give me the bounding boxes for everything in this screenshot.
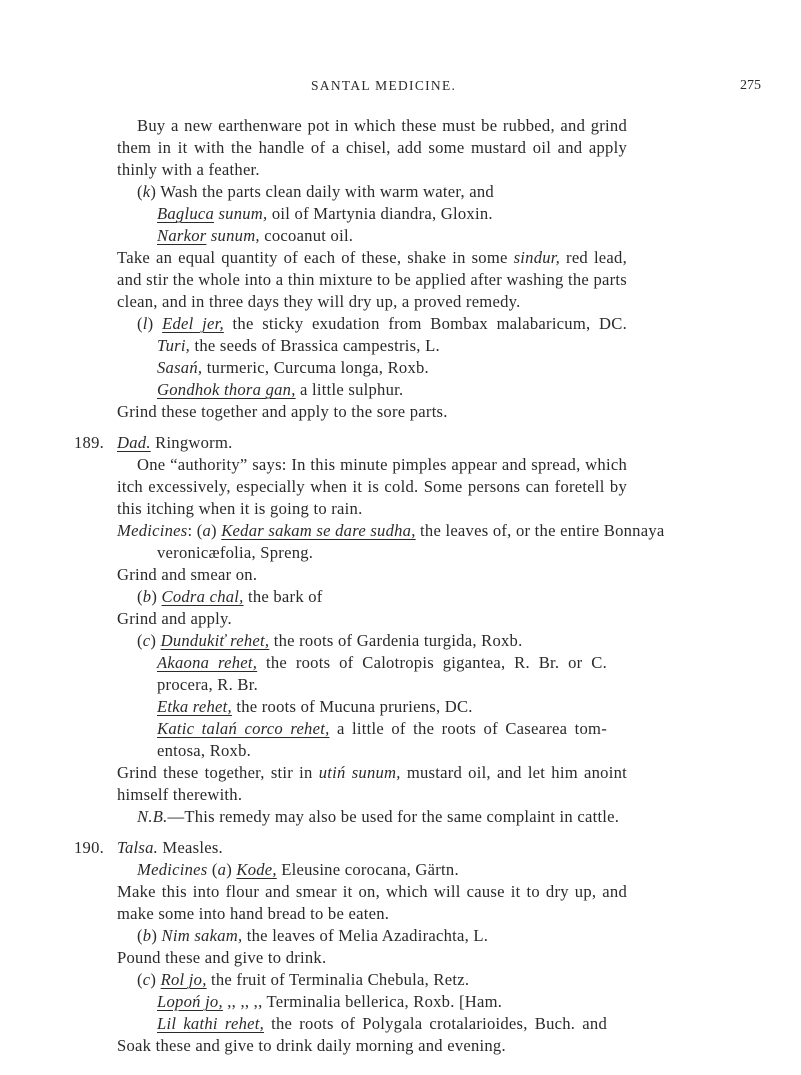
- text-line: [117, 401, 448, 423]
- text-segment: Nim sakam,: [161, 926, 243, 945]
- text-line: [157, 357, 429, 379]
- text-segment: a: [217, 860, 227, 879]
- text-segment: Lil kathi rehet,: [157, 1014, 264, 1033]
- text-segment: (: [137, 314, 143, 333]
- text-line: [157, 674, 258, 696]
- text-segment: (: [137, 631, 143, 650]
- text-line: [137, 925, 488, 947]
- text-segment: Make this into flour and smear it on, which will cause it to dry up, and: [117, 882, 627, 901]
- text-segment: (: [207, 860, 218, 879]
- text-segment: sunum,: [214, 204, 268, 223]
- text-line: [137, 586, 323, 608]
- text-line: [137, 806, 619, 828]
- text-line: [117, 762, 627, 784]
- text-segment: turmeric, Curcuma longa, Roxb.: [202, 358, 429, 377]
- text-segment: and stir the whole into a thin mixture to be applied after washing the parts: [117, 270, 627, 289]
- running-header-title: SANTAL MEDICINE.: [311, 78, 457, 93]
- text-segment: Rol jo,: [160, 970, 207, 989]
- page-number: 275: [740, 78, 761, 93]
- text-segment: this itching when it is going to rain.: [117, 499, 363, 518]
- text-segment: ): [151, 926, 162, 945]
- text-segment: N.B.: [137, 807, 168, 826]
- text-line: [117, 247, 627, 269]
- text-segment: entosa, Roxb.: [157, 741, 252, 760]
- text-segment: ): [150, 631, 161, 650]
- text-segment: a: [202, 521, 212, 540]
- section-number: 189.: [74, 433, 105, 452]
- text-segment: Grind these together, stir in: [117, 763, 319, 782]
- text-segment: ,, ,, ,, Terminalia bellerica, Roxb. [Ham.: [222, 992, 503, 1011]
- text-segment: Gondhok thora gan,: [157, 380, 296, 399]
- text-segment: Dad.: [117, 433, 151, 452]
- text-segment: Buy a new earthenware pot in which these must be rubbed, and grind: [137, 116, 627, 135]
- text-segment: ) Wash the parts clean daily with warm water, and: [150, 182, 494, 201]
- text-line: [117, 784, 242, 806]
- text-line: [117, 564, 257, 586]
- text-segment: the seeds of Brassica campestris, L.: [190, 336, 440, 355]
- text-line: [117, 608, 232, 630]
- text-segment: Take an equal quantity of each of these, shake in some: [117, 248, 514, 267]
- text-segment: Kode,: [236, 860, 277, 879]
- text-segment: (: [137, 970, 143, 989]
- text-segment: himself therewith.: [117, 785, 243, 804]
- text-segment: mustard oil, and let him anoint: [400, 763, 627, 782]
- text-line: [117, 137, 627, 159]
- text-line: [157, 696, 473, 718]
- text-segment: red lead,: [560, 248, 627, 267]
- text-segment: the fruit of Terminalia Chebula, Retz.: [206, 970, 470, 989]
- text-segment: ): [147, 314, 163, 333]
- text-line: [137, 115, 627, 137]
- text-segment: (: [137, 587, 143, 606]
- text-line: [117, 269, 627, 291]
- text-segment: c: [142, 970, 151, 989]
- text-segment: Edel jer,: [162, 314, 224, 333]
- text-segment: procera, R. Br.: [157, 675, 258, 694]
- text-line: [157, 652, 607, 674]
- text-segment: thinly with a feather.: [117, 160, 260, 179]
- text-segment: Sasań,: [157, 358, 203, 377]
- text-line: [117, 432, 233, 454]
- text-line: [157, 335, 440, 357]
- text-line: [117, 947, 326, 969]
- text-segment: Akaona rehet,: [157, 653, 258, 672]
- text-line: [157, 542, 313, 564]
- text-line: [157, 203, 493, 225]
- text-line: [117, 837, 223, 859]
- text-segment: b: [142, 926, 152, 945]
- text-segment: them in it with the handle of a chisel, add some mustard oil and apply: [117, 138, 627, 157]
- text-segment: Soak these and give to drink daily morning and evening.: [117, 1036, 506, 1055]
- text-segment: Talsa.: [117, 838, 159, 857]
- text-segment: l: [142, 314, 148, 333]
- text-segment: —This remedy may also be used for the same complaint in cattle.: [167, 807, 620, 826]
- text-line: [137, 859, 459, 881]
- section-number: 190.: [74, 838, 105, 857]
- text-line: [137, 454, 627, 476]
- text-segment: cocoanut oil.: [259, 226, 354, 245]
- text-segment: Grind and apply.: [117, 609, 232, 628]
- text-segment: make some into hand bread to be eaten.: [117, 904, 390, 923]
- text-segment: the roots of Mucuna pruriens, DC.: [231, 697, 473, 716]
- text-segment: Eleusine corocana, Gärtn.: [276, 860, 459, 879]
- text-segment: clean, and in three days they will dry up, a proved remedy.: [117, 292, 521, 311]
- text-line: [137, 313, 627, 335]
- text-line: [157, 740, 251, 762]
- text-segment: Codra chal,: [161, 587, 244, 606]
- text-segment: Bagluca: [157, 204, 215, 223]
- text-segment: the roots of Gardenia turgida, Roxb.: [269, 631, 523, 650]
- text-segment: the leaves of, or the entire Bonnaya: [415, 521, 665, 540]
- text-line: [117, 291, 521, 313]
- text-segment: sindur,: [513, 248, 561, 267]
- text-line: [117, 881, 627, 903]
- text-segment: k: [142, 182, 151, 201]
- text-segment: Dundukiť rehet,: [160, 631, 270, 650]
- text-segment: Grind and smear on.: [117, 565, 258, 584]
- text-segment: (: [137, 926, 143, 945]
- text-line: [157, 718, 607, 740]
- text-line: [137, 969, 469, 991]
- text-segment: Lopoń jo,: [157, 992, 223, 1011]
- text-line: [117, 1035, 506, 1057]
- text-segment: the bark of: [243, 587, 323, 606]
- text-segment: Narkor: [157, 226, 207, 245]
- text-segment: a little of the roots of Casearea tom-: [329, 719, 607, 738]
- text-segment: : (: [187, 521, 203, 540]
- text-segment: the sticky exudation from Bombax malabaricum, DC.: [223, 314, 627, 333]
- text-segment: the leaves of Melia Azadirachta, L.: [242, 926, 489, 945]
- text-line: [117, 476, 627, 498]
- text-line: [117, 159, 260, 181]
- text-segment: Turi,: [157, 336, 191, 355]
- text-segment: b: [142, 587, 152, 606]
- text-segment: (: [137, 182, 143, 201]
- text-segment: Measles.: [158, 838, 223, 857]
- text-segment: Grind these together and apply to the sore parts.: [117, 402, 448, 421]
- text-segment: ): [151, 587, 162, 606]
- text-line: [137, 181, 494, 203]
- text-segment: oil of Martynia diandra, Gloxin.: [267, 204, 493, 223]
- text-line: [157, 379, 403, 401]
- text-segment: Ringworm.: [150, 433, 233, 452]
- text-segment: Kedar sakam se dare sudha,: [221, 521, 416, 540]
- text-segment: the roots of Polygala crotalarioides, Buch. and: [264, 1014, 607, 1033]
- text-segment: ): [150, 970, 161, 989]
- text-segment: Medicines: [117, 521, 188, 540]
- text-line: [117, 903, 389, 925]
- text-segment: ): [226, 860, 237, 879]
- text-segment: a little sulphur.: [295, 380, 404, 399]
- text-segment: c: [142, 631, 151, 650]
- text-segment: ): [211, 521, 222, 540]
- text-segment: itch excessively, especially when it is cold. Some persons can foretell by: [117, 477, 627, 496]
- text-line: [117, 498, 362, 520]
- text-line: [117, 520, 665, 542]
- text-line: [157, 1013, 607, 1035]
- text-segment: Etka rehet,: [157, 697, 232, 716]
- text-segment: utiń sunum,: [318, 763, 401, 782]
- text-segment: One “authority” says: In this minute pimples appear and spread, which: [137, 455, 627, 474]
- text-line: [157, 991, 502, 1013]
- text-segment: sunum,: [206, 226, 260, 245]
- text-segment: the roots of Calotropis gigantea, R. Br. or C.: [257, 653, 607, 672]
- text-segment: Medicines: [137, 860, 208, 879]
- text-line: [157, 225, 353, 247]
- text-segment: veronicæfolia, Spreng.: [157, 543, 314, 562]
- text-segment: Katic talań corco rehet,: [157, 719, 330, 738]
- text-line: [137, 630, 523, 652]
- text-segment: Pound these and give to drink.: [117, 948, 327, 967]
